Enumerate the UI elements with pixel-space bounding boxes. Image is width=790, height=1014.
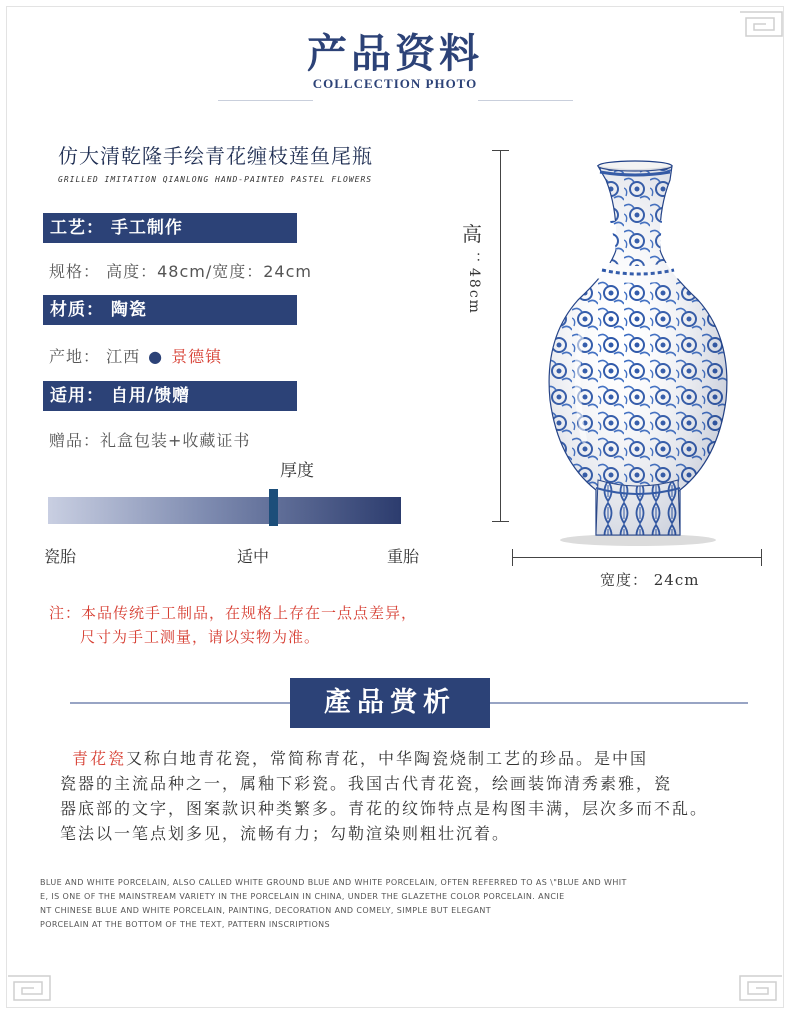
analysis-line-2: 瓷器的主流品种之一，属釉下彩瓷。我国古代青花瓷，绘画装饰清秀素雅，瓷 bbox=[60, 774, 673, 793]
width-label: 宽度： 24cm bbox=[600, 571, 700, 589]
origin-province: 产地： 江西 bbox=[49, 347, 141, 366]
material-label: 材质： 陶瓷 bbox=[43, 295, 297, 325]
analysis-line-1 bbox=[72, 746, 648, 769]
section-title: 產品赏析 bbox=[290, 678, 490, 728]
origin-city: 景德镇 bbox=[171, 347, 223, 366]
gift-spec: 赠品：礼盒包装+收藏证书 bbox=[49, 431, 251, 450]
craft-label: 工艺： 手工制作 bbox=[43, 213, 297, 243]
analysis-line-1-text: 又称白地青花瓷，常简称青花，中华陶瓷烧制工艺的珍品。是中国 bbox=[126, 749, 649, 768]
size-spec: 规格： 高度：48cm/宽度：24cm bbox=[49, 262, 312, 281]
thickness-title: 厚度 bbox=[280, 461, 314, 481]
analysis-line-3: 器底部的文字，图案款识种类繁多。青花的纹饰特点是构图丰满，层次多而不乱。 bbox=[60, 799, 709, 818]
title-divider bbox=[218, 100, 313, 101]
height-label: 高 bbox=[462, 222, 482, 246]
product-name-en: GRILLED IMITATION QIANLONG HAND-PAINTED PASTEL FLOWERS bbox=[58, 175, 373, 184]
width-dimension-line bbox=[512, 557, 762, 558]
fret-ornament-icon bbox=[738, 972, 784, 1004]
product-name: 仿大清乾隆手绘青花缠枝莲鱼尾瓶 bbox=[58, 144, 373, 168]
english-line-1: BLUE AND WHITE PORCELAIN, ALSO CALLED WHITE GROUND BLUE AND WHITE PORCELAIN, OFTEN REFERRED TO AS \"BLUE AND WHIT bbox=[40, 878, 627, 887]
thickness-scale bbox=[48, 497, 401, 524]
english-line-4: PORCELAIN AT THE BOTTOM OF THE TEXT, PATTERN INSCRIPTIONS bbox=[40, 920, 331, 929]
height-dimension-cap bbox=[492, 521, 509, 522]
height-dimension-line bbox=[500, 150, 501, 522]
vase-image bbox=[520, 150, 750, 550]
usage-label: 适用： 自用/馈赠 bbox=[43, 381, 297, 411]
width-dimension-cap bbox=[761, 549, 762, 566]
note-line-1: 注：本品传统手工制品，在规格上存在一点点差异， bbox=[49, 604, 418, 622]
english-line-3: NT CHINESE BLUE AND WHITE PORCELAIN, PAINTING, DECORATION AND COMELY, SIMPLE BUT ELEGANT bbox=[40, 906, 492, 915]
height-dimension-cap bbox=[492, 150, 509, 151]
page-subtitle: COLLCECTION PHOTO bbox=[312, 76, 478, 91]
section-divider bbox=[70, 702, 290, 704]
thickness-marker bbox=[269, 489, 278, 526]
note-line-2: 尺寸为手工测量，请以实物为准。 bbox=[80, 628, 321, 646]
origin-spec bbox=[49, 344, 222, 367]
thickness-label-medium: 适中 bbox=[237, 547, 270, 566]
width-dimension-cap bbox=[512, 549, 513, 566]
title-divider bbox=[478, 100, 573, 101]
analysis-line-4: 笔法以一笔点划多见，流畅有力；勾勒渲染则粗壮沉着。 bbox=[60, 824, 511, 843]
fret-ornament-icon bbox=[6, 972, 52, 1004]
analysis-highlight: 青花瓷 bbox=[72, 749, 127, 768]
page-title: 产品资料 bbox=[307, 30, 483, 77]
section-divider bbox=[490, 702, 748, 704]
bullet-icon: ● bbox=[148, 347, 164, 366]
height-value: ：48cm bbox=[466, 252, 482, 315]
english-line-2: E, IS ONE OF THE MAINSTREAM VARIETY IN THE PORCELAIN IN CHINA, UNDER THE GLAZETHE COLOR PORCELAIN. ANCIE bbox=[40, 892, 565, 901]
thickness-label-heavy: 重胎 bbox=[387, 547, 420, 566]
thickness-label-thin: 瓷胎 bbox=[44, 547, 77, 566]
